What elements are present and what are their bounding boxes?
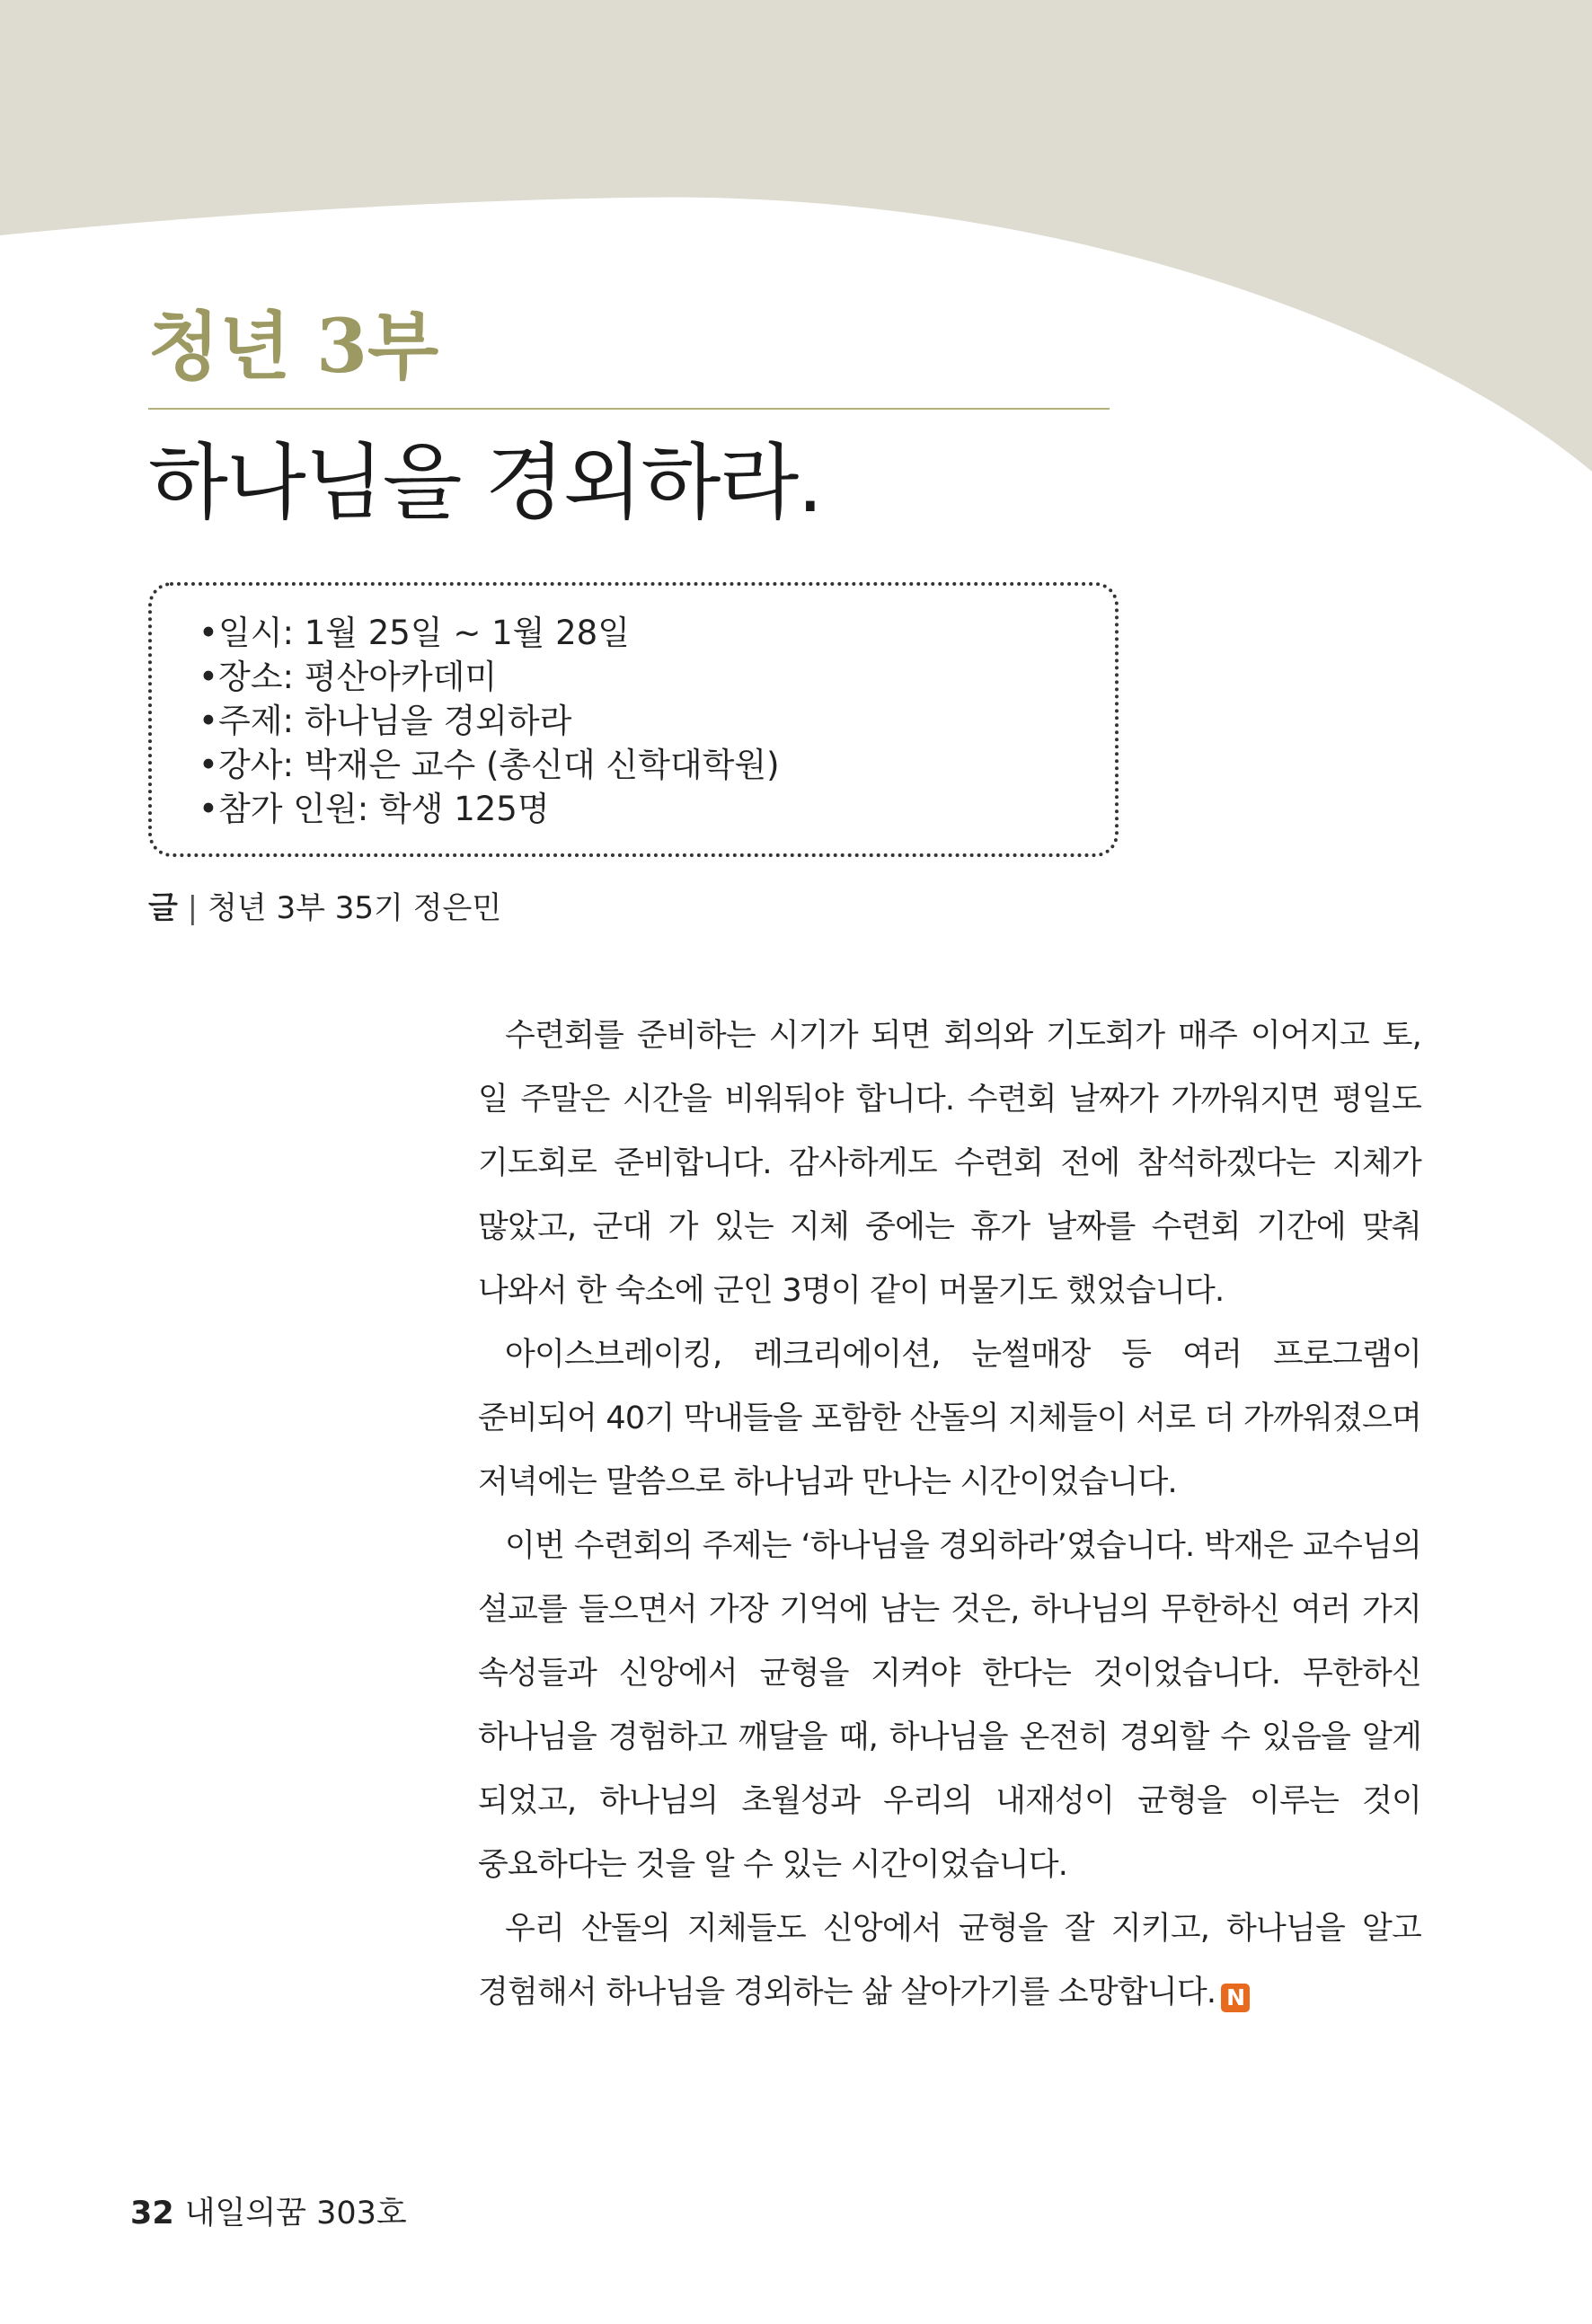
event-info-list: [199, 611, 780, 831]
info-item-theme: [199, 699, 780, 743]
info-item-date: [199, 611, 780, 655]
article-paragraph: 아이스브레이킹, 레크리에이션, 눈썰매장 등 여러 프로그램이 준비되어 40기 막내들을 포함한 산돌의 지체들이 서로 더 가까워졌으며 저녁에는 말씀으로 하나님과 만나는 시간이었습니다.: [478, 1337, 1421, 1500]
article-body: [478, 1004, 1421, 2025]
author-byline: [148, 888, 501, 929]
title-divider: [148, 408, 1110, 410]
event-info-box: [148, 582, 1119, 857]
background-wave: [0, 0, 1592, 503]
bullet-icon: •: [199, 790, 218, 828]
article-paragraph: 수련회를 준비하는 시기가 되면 회의와 기도회가 매주 이어지고 토, 일 주말은 시간을 비워둬야 합니다. 수련회 날짜가 가까워지면 평일도 기도회로 준비합니다. 감사하게도 수련회 전에 참석하겠다는 지체가 많았고, 군대 가 있는 지체 중에는 휴가 날짜를 수련회 기간에 맞춰 나와서 한 숙소에 군인 3명이 같이 머물기도 했었습니다.: [478, 1018, 1421, 1309]
publication-name: 내일의꿈 303호: [184, 2196, 407, 2231]
info-text: 강사: 박재은 교수 (총신대 신학대학원): [218, 746, 780, 784]
page-title: 하나님을 경외하라.: [148, 435, 822, 531]
page-footer: [130, 2192, 407, 2235]
info-text: 일시: 1월 25일 ~ 1월 28일: [218, 614, 630, 652]
byline-separator: |: [187, 890, 199, 926]
info-text: 참가 인원: 학생 125명: [218, 790, 550, 828]
section-title: 청년 3부: [148, 304, 439, 390]
article-paragraph: 이번 수련회의 주제는 ‘하나님을 경외하라’였습니다. 박재은 교수님의 설교를 들으면서 가장 기억에 남는 것은, 하나님의 무한하신 여러 가지 속성들과 신앙에서 균형을 지켜야 한다는 것이었습니다. 무한하신 하나님을 경험하고 깨달을 때, 하나님을 온전히 경외할 수 있음을 알게 되었고, 하나님의 초월성과 우리의 내재성이 균형을 이루는 것이 중요하다는 것을 알 수 있는 시간이었습니다.: [478, 1528, 1421, 1883]
byline-label: 글: [148, 890, 178, 926]
wave-shape: [0, 0, 1592, 472]
article-paragraph-last: [478, 1897, 1421, 2025]
end-mark-icon: N: [1221, 1984, 1250, 2012]
bullet-icon: •: [199, 658, 218, 696]
info-item-attendance: [199, 787, 780, 831]
info-item-place: [199, 655, 780, 699]
info-item-speaker: [199, 743, 780, 787]
page-number: 32: [130, 2196, 174, 2231]
bullet-icon: •: [199, 702, 218, 740]
bullet-icon: •: [199, 746, 218, 784]
byline-author: 청년 3부 35기 정은민: [207, 890, 502, 926]
bullet-icon: •: [199, 614, 218, 652]
info-text: 장소: 평산아카데미: [218, 658, 498, 696]
article-paragraph-text: 우리 산돌의 지체들도 신앙에서 균형을 잘 지키고, 하나님을 알고 경험해서 하나님을 경외하는 삶 살아가기를 소망합니다.: [478, 1911, 1421, 2010]
info-text: 주제: 하나님을 경외하라: [218, 702, 572, 740]
